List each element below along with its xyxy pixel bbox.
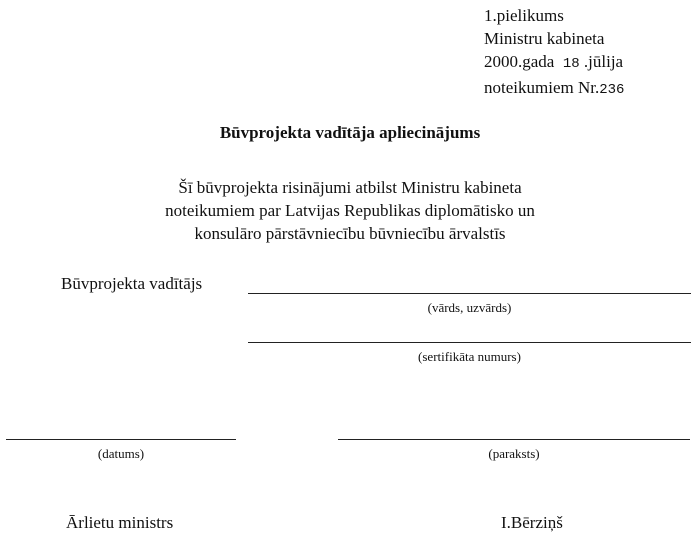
signature-line bbox=[338, 439, 690, 440]
date-line bbox=[6, 439, 236, 440]
annex-reference bbox=[484, 4, 624, 102]
annex-number: 1.pielikums bbox=[484, 6, 564, 25]
name-line bbox=[248, 293, 691, 294]
certificate-caption: (sertifikāta numurs) bbox=[418, 349, 521, 364]
statement-line-1: Šī būvprojekta risinājumi atbilst Ministru kabineta bbox=[178, 178, 522, 197]
annex-regulation bbox=[484, 76, 624, 102]
name-caption: (vārds, uzvārds) bbox=[427, 300, 512, 315]
annex-date-day: 18 bbox=[562, 56, 580, 72]
date-caption: (datums) bbox=[97, 446, 145, 461]
minister-position: Ārlietu ministrs bbox=[66, 513, 174, 532]
statement-paragraph bbox=[100, 176, 600, 245]
minister-name: I.Bērziņš bbox=[501, 513, 563, 532]
annex-date bbox=[484, 50, 624, 76]
annex-regulation-prefix: noteikumiem Nr. bbox=[484, 78, 600, 97]
annex-date-year: 2000.gada bbox=[484, 52, 555, 71]
document-title: Būvprojekta vadītāja apliecinājums bbox=[219, 123, 481, 142]
annex-date-month: .jūlija bbox=[583, 52, 624, 71]
statement-line-2: noteikumiem par Latvijas Republikas diplomātisko un bbox=[165, 201, 535, 220]
certificate-line bbox=[248, 342, 691, 343]
statement-line-3: konsulāro pārstāvniecību būvniecību ārvalstīs bbox=[194, 224, 506, 243]
annex-issuer: Ministru kabineta bbox=[484, 29, 605, 48]
annex-regulation-number: 236 bbox=[599, 82, 625, 98]
signature-caption: (paraksts) bbox=[488, 446, 540, 461]
project-manager-label: Būvprojekta vadītājs bbox=[61, 274, 203, 293]
